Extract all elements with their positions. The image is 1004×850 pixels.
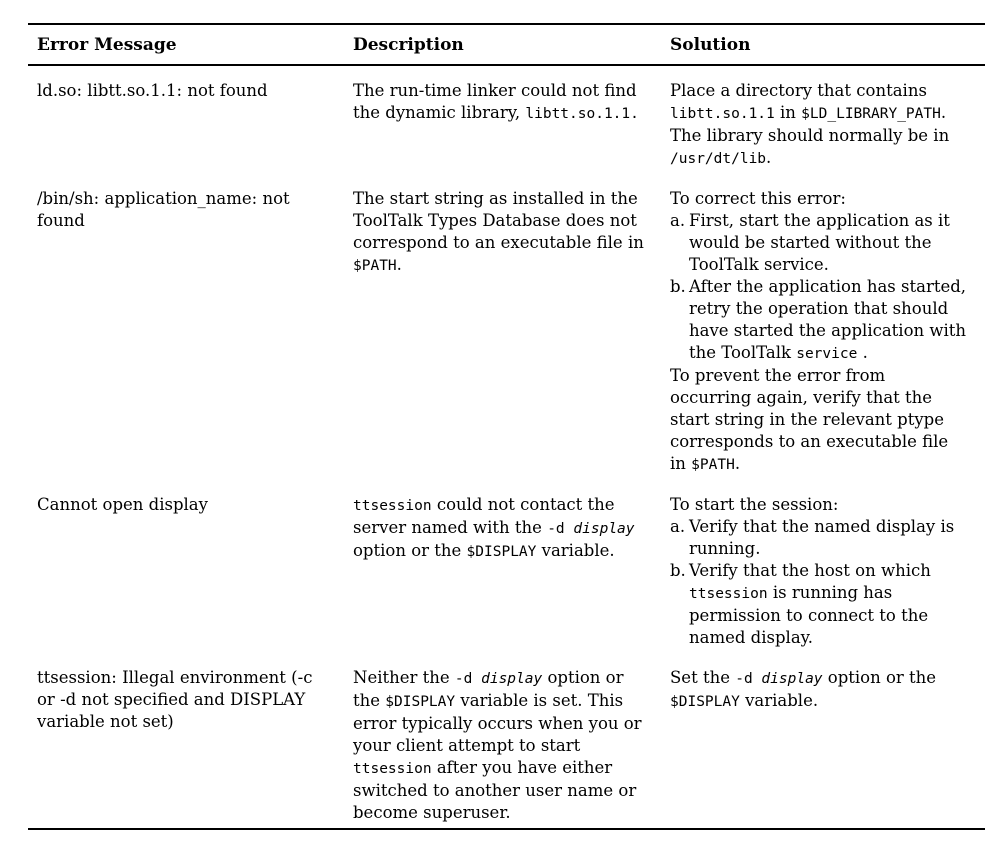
text-run: Cannot open display	[37, 495, 208, 514]
table-row	[28, 170, 985, 476]
code-run: libtt.so.1.1.	[525, 106, 639, 122]
text-run: Neither the	[353, 668, 455, 687]
list-item-label: b.	[670, 561, 686, 580]
error-message-table	[28, 23, 985, 830]
column-header-solution: Solution	[670, 35, 751, 55]
block-text	[670, 188, 967, 210]
block-text	[689, 516, 967, 560]
text-run: ld.so: libtt.so.1.1: not found	[37, 81, 268, 100]
column-header-description: Description	[353, 35, 464, 55]
code-run: ttsession	[689, 586, 768, 602]
code-run: $DISPLAY	[670, 694, 740, 710]
solution-cell	[661, 494, 985, 649]
text-run: after you have either switched to another user name or become superuser.	[353, 758, 637, 822]
table-header-row	[28, 25, 985, 66]
text-run: .	[734, 454, 741, 473]
code-run: $DISPLAY	[385, 694, 456, 710]
text-run: The start string as installed in the ToolTalk Types Database does not correspond to an executable file in	[353, 189, 644, 252]
text-run: . The library should normally be in	[670, 103, 950, 145]
code-run: /usr/dt/lib	[670, 151, 767, 167]
paragraph	[353, 667, 651, 824]
text-run: variable.	[739, 691, 819, 710]
description-cell	[344, 494, 661, 649]
block-text	[353, 188, 651, 277]
block-text	[689, 210, 967, 276]
paragraph	[670, 494, 967, 516]
code-run: $PATH	[691, 457, 735, 473]
text-run: Verify that the named display is running.	[689, 517, 955, 558]
code-run: -d	[547, 521, 574, 537]
text-run: The run-time linker could not find the dynamic library,	[353, 81, 637, 122]
solution-cell	[661, 80, 985, 170]
code-run: ttsession	[353, 498, 432, 514]
text-run: option or the	[353, 541, 467, 560]
table-row	[28, 476, 985, 649]
code-italic-run: display	[573, 521, 635, 537]
paragraph	[37, 494, 322, 516]
text-run: To prevent the error from occurring again, verify that the start string in the relevant ptype corresponds to an executable file in	[670, 366, 949, 473]
block-text	[353, 667, 651, 824]
code-run: $LD_LIBRARY_PATH	[801, 106, 941, 122]
block-text	[670, 80, 967, 170]
paragraph	[353, 80, 651, 125]
paragraph	[37, 188, 322, 232]
block-text	[353, 80, 651, 125]
text-run: To correct this error:	[670, 189, 846, 208]
list-item	[670, 560, 967, 649]
table-body	[28, 66, 985, 828]
text-run: /bin/sh: application_name: not found	[37, 189, 290, 230]
text-run: variable is set. This error typically occurs when you or your client attempt to start	[353, 691, 642, 755]
text-run: .	[396, 255, 402, 274]
block-text	[689, 276, 967, 365]
text-run: in	[774, 103, 802, 122]
paragraph	[37, 667, 322, 733]
description-cell	[344, 667, 661, 824]
solution-cell	[661, 667, 985, 824]
code-italic-run: display	[761, 671, 823, 687]
block-text	[670, 365, 967, 476]
text-run: .	[857, 343, 868, 362]
text-run: option or the	[822, 668, 937, 687]
error-cell	[28, 188, 344, 476]
text-run: After the application has started, retry the operation that should have started the application with the ToolTalk	[689, 277, 967, 362]
block-text	[689, 560, 967, 649]
code-run: libtt.so.1.1	[670, 106, 775, 122]
text-run: ttsession: Illegal environment (-c or -d not specified and DISPLAY variable not set)	[37, 668, 313, 731]
text-run: is running has permission to connect to the named display.	[689, 583, 929, 647]
code-run: $PATH	[353, 258, 397, 274]
error-cell	[28, 80, 344, 170]
text-run: Verify that the host on which	[689, 561, 931, 580]
text-run: Set the	[670, 668, 736, 687]
paragraph	[353, 188, 651, 277]
description-cell	[344, 188, 661, 476]
text-run: To start the session:	[670, 495, 839, 514]
text-run: could not contact the server named with the	[353, 495, 615, 537]
code-run: -d	[735, 671, 762, 687]
paragraph	[353, 494, 651, 563]
description-cell	[344, 80, 661, 170]
block-text	[670, 667, 967, 713]
paragraph	[670, 667, 967, 713]
code-italic-run: display	[481, 671, 543, 687]
list-item-label: a.	[670, 211, 686, 230]
error-cell	[28, 667, 344, 824]
text-run: .	[766, 148, 772, 167]
text-run: Place a directory that contains	[670, 81, 927, 100]
code-run: service	[796, 346, 858, 362]
code-run: $DISPLAY	[466, 544, 537, 560]
block-text	[37, 494, 322, 516]
list-item	[670, 516, 967, 560]
table-row	[28, 66, 985, 170]
block-text	[353, 494, 651, 563]
paragraph	[670, 188, 967, 210]
block-text	[37, 667, 322, 733]
block-text	[37, 188, 322, 232]
list-item	[670, 276, 967, 365]
text-run: First, start the application as it would be started without the ToolTalk service.	[689, 211, 950, 274]
column-header-error-message: Error Message	[37, 35, 177, 55]
paragraph	[37, 80, 322, 102]
code-run: ttsession	[353, 761, 432, 777]
table-row	[28, 649, 985, 828]
error-cell	[28, 494, 344, 649]
list-item-label: a.	[670, 517, 686, 536]
paragraph	[670, 365, 967, 476]
list-item-label: b.	[670, 277, 686, 296]
list-item	[670, 210, 967, 276]
code-run: -d	[454, 671, 482, 687]
block-text	[37, 80, 322, 102]
solution-cell	[661, 188, 985, 476]
paragraph	[670, 80, 967, 170]
text-run: option or the	[353, 668, 624, 710]
block-text	[670, 494, 967, 516]
text-run: variable.	[536, 541, 615, 560]
